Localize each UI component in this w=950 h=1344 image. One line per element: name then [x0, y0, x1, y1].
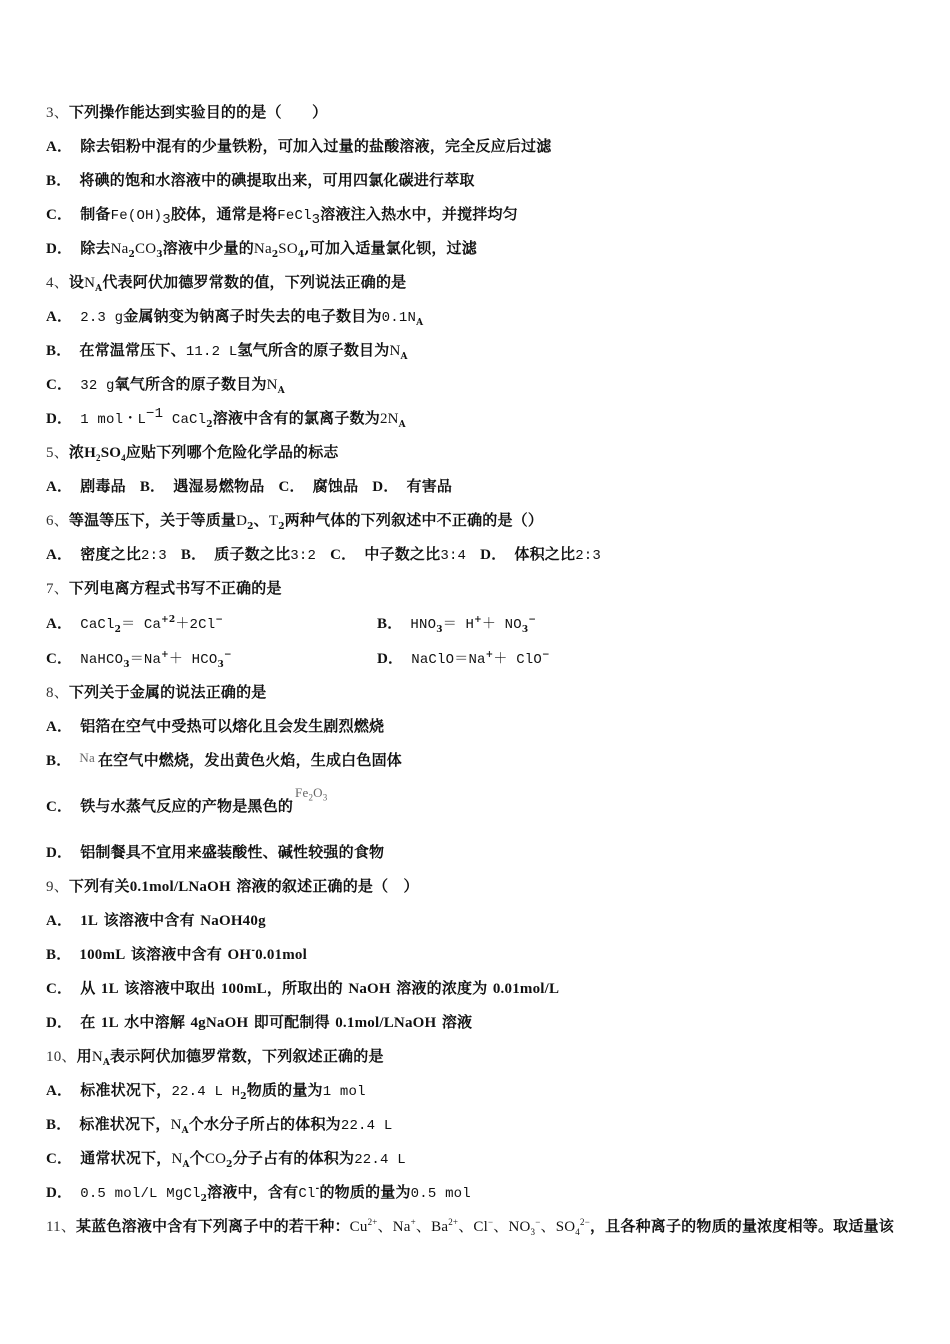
question-10-option-d: D． 0.5 mol/L MgCl$_2$溶液中，含有Cl-的物质的量为0.5 mol — [46, 1183, 471, 1204]
question-7-stem: 7、下列电离方程式书写不正确的是 — [46, 579, 282, 597]
question-8-option-d: D． 铝制餐具不宜用来盛装酸性、碱性较强的食物 — [46, 843, 385, 861]
question-4-option-d: D． 1 mol・$L^{-1}$ CaCl$_2$溶液中含有的氯离子数为$2N_A$ — [46, 406, 406, 430]
question-8-stem: 8、下列关于金属的说法正确的是 — [46, 683, 267, 701]
question-7-option-a: A． CaCl$_2$＝ $Ca^{+2}+2Cl^-$ — [46, 615, 224, 635]
question-3-option-d: D． 除去$Na_2CO_3$溶液中少量的$Na_2SO_4$,可加入适量氯化钡，过滤 — [46, 239, 477, 260]
question-8-option-c: C． 铁与水蒸气反应的产物是黑色的$Fe_2O_3$ — [46, 785, 328, 815]
question-5-stem: 5、浓$H_2SO_4$应贴下列哪个危险化学品的标志 — [46, 443, 339, 463]
question-11-stem: 11、某蓝色溶液中含有下列离子中的若干种：$Cu^{2+}$、Na+、$Ba^{2+}$、Cl−、$NO_3^-$、$SO_4^{2-}$，且各种离子的物质的量浓度相等。取适量该 — [46, 1217, 894, 1237]
question-9-option-a: A． 1L 该溶液中含有 NaOH40g — [46, 911, 266, 929]
question-9-option-c: C． 从 1L 该溶液中取出 100mL，所取出的 NaOH 溶液的浓度为 0.01mol/L — [46, 979, 560, 997]
question-9-option-b: B． 100mL 该溶液中含有 OH-0.01mol — [46, 945, 307, 963]
question-7-option-b: B． $HNO_3= H^++ NO_3^-$ — [377, 615, 537, 635]
question-3-option-b: B． 将碘的饱和水溶液中的碘提取出来，可用四氯化碳进行萃取 — [46, 171, 475, 189]
question-7-option-c: C． NaHCO$_3$＝Na+＋ $HCO_3^-$ — [46, 650, 232, 670]
question-4-option-a: A． 2.3 g金属钠变为钠离子时失去的电子数目为$0.1N_A$ — [46, 307, 424, 328]
question-8-option-b: B． Na 在空气中燃烧，发出黄色火焰，生成白色固体 — [46, 750, 402, 769]
question-6-stem: 6、等温等压下，关于等质量$D_2$、$T_2$两种气体的下列叙述中不正确的是（） — [46, 511, 544, 532]
formula-image-na: Na — [79, 750, 95, 765]
question-8-option-a: A． 铝箔在空气中受热可以熔化且会发生剧烈燃烧 — [46, 717, 385, 735]
question-5-options: A． 剧毒品 B． 遇湿易燃物品 C． 腐蚀品 D． 有害品 — [46, 477, 453, 495]
question-4-option-c: C． 32 g氧气所含的原子数目为$N_A$ — [46, 375, 285, 396]
question-10-option-b: B． 标准状况下，$N_A$个水分子所占的体积为22.4 L — [46, 1115, 393, 1136]
question-6-options: A． 密度之比2:3 B． 质子数之比3:2 C． 中子数之比3:4 D． 体积之比2:3 — [46, 545, 602, 564]
question-3-option-a: A． 除去铝粉中混有的少量铁粉，可加入过量的盐酸溶液，完全反应后过滤 — [46, 137, 552, 155]
question-9-stem: 9、下列有关0.1mol/LNaOH 溶液的叙述正确的是（ ） — [46, 877, 419, 895]
question-10-option-a: A． 标准状况下，22.4 L $H_2$物质的量为1 mol — [46, 1081, 366, 1102]
question-7-option-d: D． NaClO＝Na+＋ ClO− — [377, 650, 550, 668]
question-4-stem: 4、设$N_A$代表阿伏加德罗常数的值，下列说法正确的是 — [46, 273, 407, 294]
question-10-stem: 10、用$N_A$表示阿伏加德罗常数，下列叙述正确的是 — [46, 1047, 384, 1068]
question-9-option-d: D． 在 1L 水中溶解 4gNaOH 即可配制得 0.1mol/LNaOH 溶液 — [46, 1013, 473, 1031]
ion-list: $Cu^{2+}$、Na+、$Ba^{2+}$、Cl−、$NO_3^-$、$SO_4^{2-}$ — [349, 1217, 590, 1237]
question-3-option-c: C． 制备$Fe(OH)_3$胶体，通常是将FeCl$_3$溶液注入热水中，并搅拌均匀 — [46, 205, 518, 228]
question-4-option-b: B． 在常温常压下、11.2 L氢气所含的原子数目为$N_A$ — [46, 341, 408, 362]
question-number: 3、 — [46, 105, 69, 121]
question-10-option-c: C． 通常状况下，$N_A$个$CO_2$分子占有的体积为22.4 L — [46, 1149, 406, 1170]
formula-image-fe2o3: $Fe_2O_3$ — [295, 785, 328, 803]
question-3-stem: 3、下列操作能达到实验目的的是（ ） — [46, 103, 328, 121]
